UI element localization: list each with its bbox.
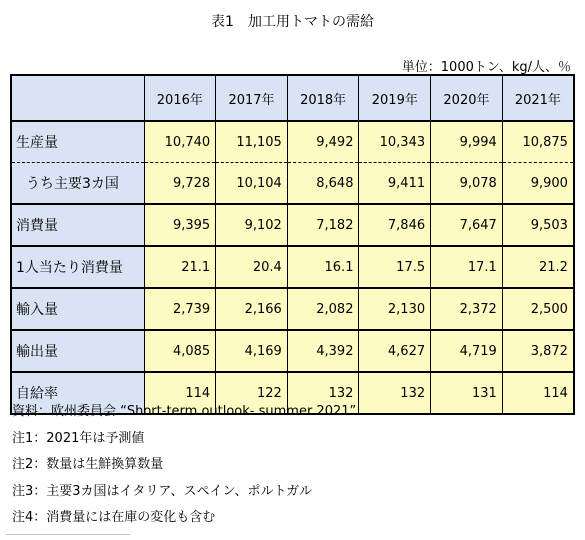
header-corner [11,75,144,121]
year-header: 2019年 [359,75,431,121]
table-cell: 8,648 [287,163,359,205]
table-cell: 10,343 [359,121,431,163]
table-row-major3 [11,163,574,205]
table-cell: 11,105 [216,121,288,163]
divider [6,534,130,535]
table-cell: 7,846 [359,204,431,246]
table-cell: 9,492 [287,121,359,163]
table-cell: 3,872 [502,330,574,372]
row-label: 消費量 [11,204,144,246]
table-cell: 10,875 [502,121,574,163]
table-cell: 17.5 [359,246,431,288]
table-cell: 132 [359,372,431,414]
table-cell: 2,372 [431,288,503,330]
table-cell: 9,411 [359,163,431,205]
table-title: 表1 加工用トマトの需給 [211,14,374,30]
unit-label: 単位：1000トン、kg/人、％ [401,60,571,75]
year-header: 2018年 [287,75,359,121]
year-header: 2021年 [502,75,574,121]
table-cell: 122 [216,372,288,414]
note-2: 注2：数量は生鮮換算数量 [12,457,164,473]
header-row [11,75,574,121]
row-label: 生産量 [11,121,144,163]
table-cell: 16.1 [287,246,359,288]
table-cell: 9,395 [144,204,216,246]
row-label: 輸出量 [11,330,144,372]
table-cell: 2,082 [287,288,359,330]
table-cell: 9,102 [216,204,288,246]
row-label: うち主要3カ国 [11,163,144,205]
table-cell: 10,104 [216,163,288,205]
note-4: 注4：消費量には在庫の変化も含む [12,510,216,526]
table-row-imports [11,288,574,330]
table-cell: 4,085 [144,330,216,372]
row-label: 輸入量 [11,288,144,330]
table-cell: 2,739 [144,288,216,330]
table-cell: 17.1 [431,246,503,288]
table-row-consumption [11,204,574,246]
table-cell: 7,182 [287,204,359,246]
table-row-production [11,121,574,163]
table-cell: 132 [287,372,359,414]
table-cell: 114 [502,372,574,414]
row-label: 自給率 [11,372,144,414]
table-cell: 20.4 [216,246,288,288]
table-cell: 114 [144,372,216,414]
table-cell: 2,130 [359,288,431,330]
note-1: 注1：2021年は予測値 [12,430,145,446]
table-cell: 131 [431,372,503,414]
source-note: 資料：欧州委員会 “Short-term outlook- summer 2021” [12,404,357,419]
row-label: 1人当たり消費量 [11,246,144,288]
table-cell: 4,392 [287,330,359,372]
year-header: 2016年 [144,75,216,121]
supply-demand-table [10,74,575,415]
table-cell: 9,728 [144,163,216,205]
note-3: 注3：主要3カ国はイタリア、スペイン、ポルトガル [12,483,313,499]
table-cell: 9,503 [502,204,574,246]
table-cell: 2,166 [216,288,288,330]
table-cell: 4,169 [216,330,288,372]
year-header: 2020年 [431,75,503,121]
table-row-exports [11,330,574,372]
notes [12,399,356,532]
table-cell: 21.2 [502,246,574,288]
table-row-per-capita [11,246,574,288]
table-cell: 9,078 [431,163,503,205]
table-cell: 9,994 [431,121,503,163]
table-cell: 21.1 [144,246,216,288]
table-cell: 2,500 [502,288,574,330]
table-cell: 10,740 [144,121,216,163]
table-cell: 4,719 [431,330,503,372]
table-cell: 7,647 [431,204,503,246]
table-cell: 9,900 [502,163,574,205]
year-header: 2017年 [216,75,288,121]
table-cell: 4,627 [359,330,431,372]
